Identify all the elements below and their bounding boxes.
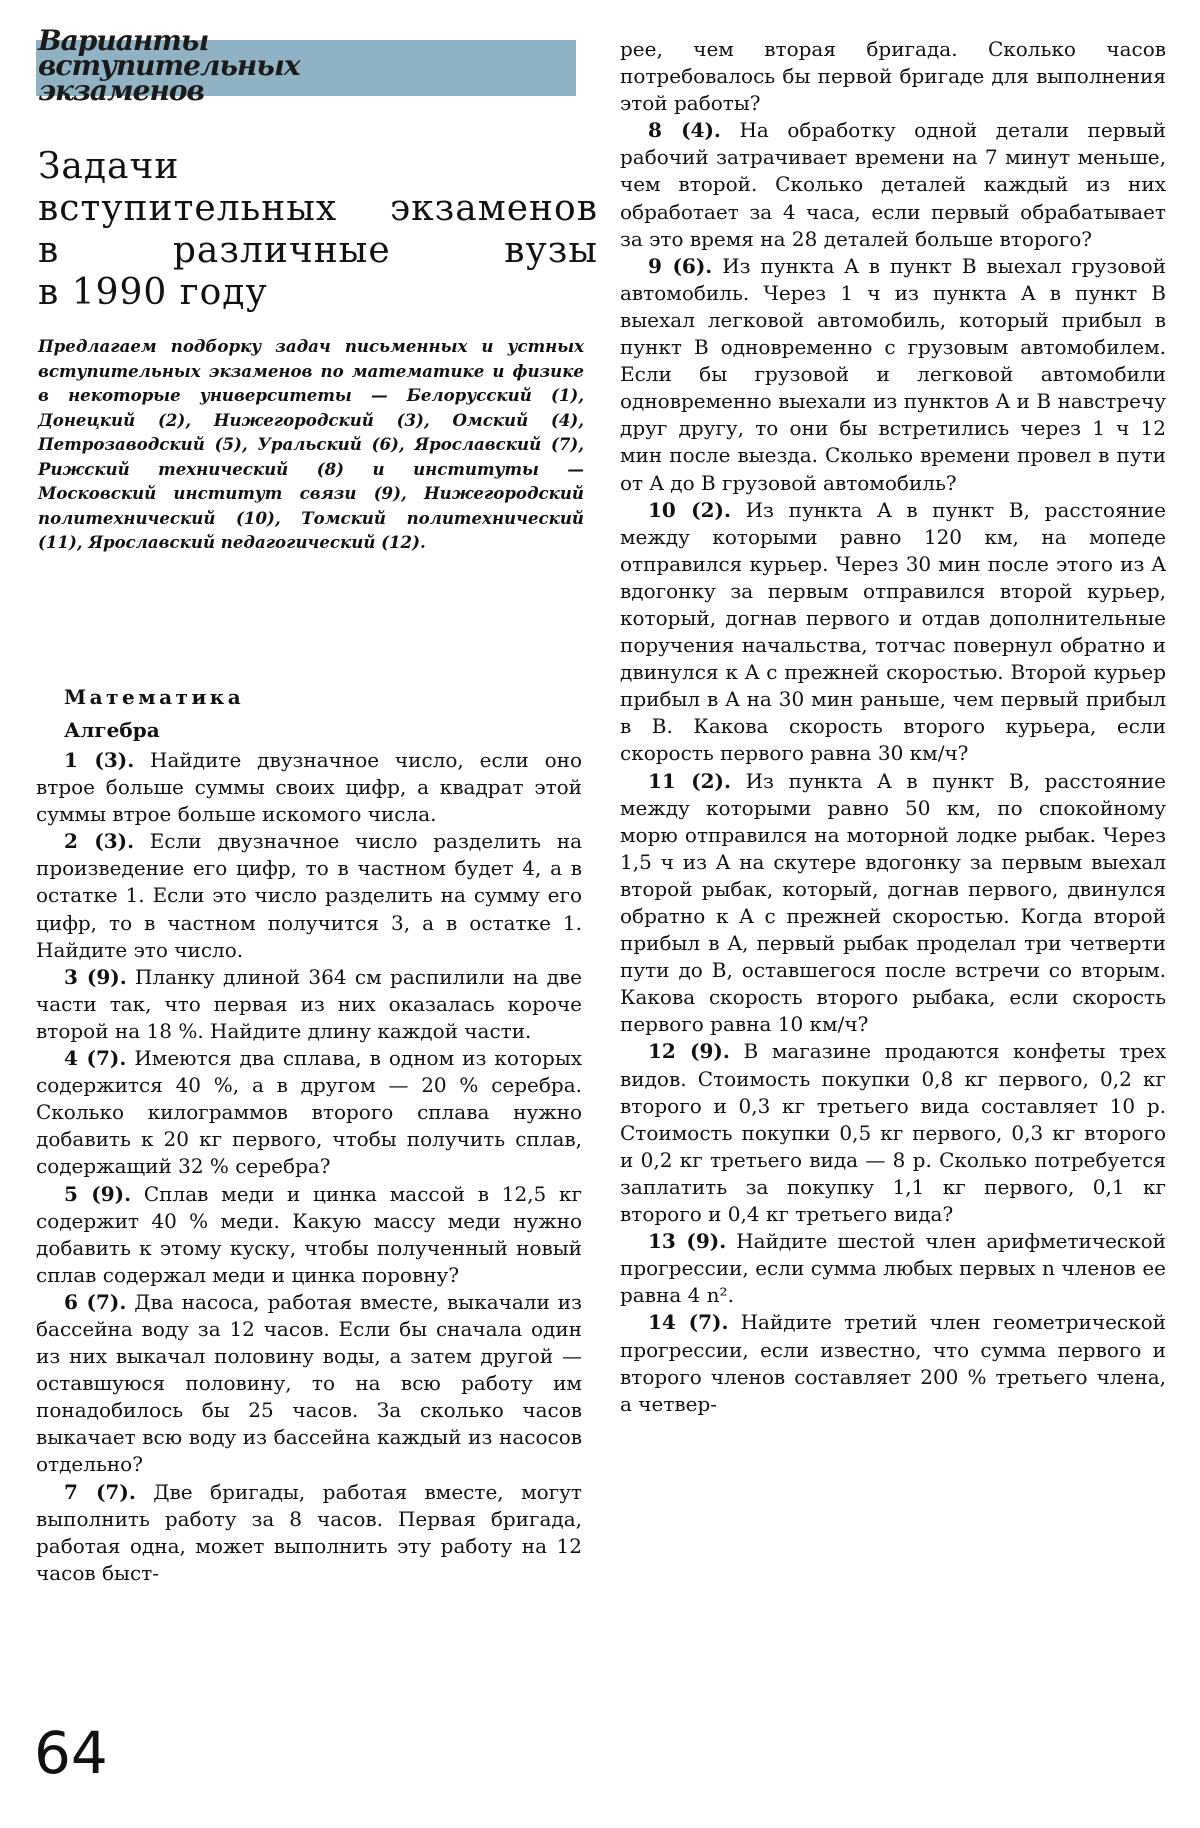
title-line: в 1990 году (38, 272, 268, 313)
right-column (620, 36, 1166, 1418)
article-title (38, 146, 598, 314)
problem (620, 253, 1166, 497)
section-title: Математика (64, 685, 245, 709)
problem-number: 4 (7). (64, 1046, 127, 1071)
problem (36, 1181, 582, 1289)
problem-number: 12 (9). (648, 1039, 730, 1064)
problem-number: 7 (7). (64, 1479, 136, 1504)
problem-number: 11 (2). (648, 768, 731, 793)
problem (36, 964, 582, 1045)
problem (620, 497, 1166, 768)
problem-text: Из пункта A в пункт B, расстояние между которыми равно 50 км, по спокойному морю отправился на моторной лодке рыбак. Через 1,5 ч из A на скутере вдогонку за первым выехал второй рыбак, который, догнав первого, двинулся обратно к A с прежней скоростью. Когда второй прибыл в A, первый рыбак проделал три четверти пути до B, оставшегося после встречи со вторым. Какова скорость второго рыбака, если скорость первого равна 10 км/ч? (620, 768, 1166, 1037)
problem-text: Планку длиной 364 см распилили на две части так, что первая из них оказалась короче второй на 18 %. Найдите длину каждой части. (36, 964, 583, 1043)
problem (36, 1479, 582, 1587)
intro-paragraph: Предлагаем подборку задач письменных и устных вступительных экзаменов по математике и физике в некоторые университеты — Белорусский (1), Донецкий (2), Нижегородский (3), Омский (4), Петрозаводский (5), Уральский (6), Ярославский (7), Рижский технический (8) и институты — Московский институт связи (9), Нижегородский политехнический (10), Томский политехнический (11), Ярославский педагогический (12). (38, 336, 584, 552)
problem (36, 1045, 582, 1180)
problem-text: рее, чем вторая бригада. Сколько часов потребовалось бы первой бригаде для выполнения этой работы? (620, 37, 1166, 116)
title-line: вступительных экзаменов (38, 188, 598, 229)
problem (620, 1309, 1166, 1417)
problem-continuation (620, 36, 1166, 117)
problem (36, 828, 582, 963)
problem (620, 117, 1166, 252)
problem-number: 13 (9). (648, 1229, 727, 1254)
problem-text: На обработку одной детали первый рабочий затрачивает времени на 7 минут меньше, чем второй. Сколько деталей каждый из них обработает за 4 часа, если первый обрабатывает за это время на 28 деталей больше второго? (620, 118, 1166, 251)
problem-number: 14 (7). (648, 1310, 729, 1335)
problem (620, 768, 1166, 1039)
problem-text: Две бригады, работая вместе, могут выполнить работу за 8 часов. Первая бригада, работая одна, может выполнить эту работу на 12 часов быст- (36, 1479, 582, 1585)
problem-text: Найдите двузначное число, если оно втрое больше суммы своих цифр, а квадрат этой суммы втрое больше искомого числа. (36, 748, 582, 827)
left-column (36, 684, 582, 1587)
problem-number: 9 (6). (648, 253, 713, 278)
problem-text: Два насоса, работая вместе, выкачали из бассейна воду за 12 часов. Если бы сначала один из них выкачал половину воды, а затем другой — оставшуюся половину, то на всю работу им понадобилось бы 25 часов. За сколько часов выкачает всю воду из бассейна каждый из насосов отдельно? (36, 1289, 583, 1477)
problem-number: 2 (3). (64, 829, 135, 854)
problem-number: 10 (2). (648, 497, 731, 522)
problem-text: Найдите шестой член арифметической прогрессии, если сумма любых первых n членов ее равна 4 n². (620, 1229, 1166, 1308)
problem-text: Имеются два сплава, в одном из которых содержится 40 %, а в другом — 20 % серебра. Сколько килограммов второго сплава нужно добавить к 20 кг первого, чтобы получить сплав, содержащий 32 % серебра? (36, 1046, 583, 1179)
problem-text: Если двузначное число разделить на произведение его цифр, то в частном будет 4, а в остатке 1. Если это число разделить на сумму его цифр, то в частном получится 3, а в остатке 1. Найдите это число. (36, 829, 583, 962)
problem (620, 1038, 1166, 1228)
problem-number: 3 (9). (64, 964, 127, 989)
problem-text: Сплав меди и цинка массой в 12,5 кг содержит 40 % меди. Какую массу меди нужно добавить к этому куску, чтобы полученный новый сплав содержал меди и цинка поровну? (36, 1181, 583, 1287)
title-line: в различные вузы (38, 230, 598, 271)
problem-number: 8 (4). (648, 118, 721, 143)
problem-text: Из пункта A в пункт B выехал грузовой автомобиль. Через 1 ч из пункта A в пункт B выехал легковой автомобиль, который прибыл в пункт B одновременно с грузовым автомобилем. Если бы грузовой и легковой автомобили одновременно выехали из пунктов A и B навстречу друг другу, то они бы встретились через 1 ч 12 мин после выезда. Сколько времени провел в пути от A до B грузовой автомобиль? (620, 253, 1167, 495)
problem-number: 1 (3). (64, 748, 135, 772)
page-number: 64 (34, 1719, 108, 1787)
section-label: Варианты вступительных экзаменов (38, 24, 300, 107)
problem (36, 747, 582, 828)
title-line: Задачи (38, 146, 180, 187)
problem (620, 1228, 1166, 1309)
problem (36, 1289, 582, 1479)
problem-number: 5 (9). (64, 1181, 132, 1206)
subsection-title: Алгебра (64, 718, 160, 742)
problem-text: В магазине продаются конфеты трех видов. Стоимость покупки 0,8 кг первого, 0,2 кг второго и 0,3 кг третьего вида составляет 10 р. Стоимость покупки 0,5 кг первого, 0,3 кг второго и 0,2 кг третьего вида — 8 р. Сколько потребуется заплатить за покупку 1,1 кг первого, 0,1 кг второго и 0,4 кг третьего вида? (620, 1039, 1166, 1227)
problem-text: Из пункта A в пункт B, расстояние между которыми равно 120 км, на мопеде отправился курьер. Через 30 мин после этого из A вдогонку за первым отправился второй курьер, который, догнав первого и отдав дополнительные поручения начальства, тотчас повернул обратно и двинулся к A с прежней скоростью. Второй курьер прибыл в A на 30 мин раньше, чем первый прибыл в B. Какова скорость второго курьера, если скорость первого равна 30 км/ч? (620, 497, 1166, 766)
problem-number: 6 (7). (64, 1289, 127, 1314)
problem-text: Найдите третий член геометрической прогрессии, если известно, что сумма первого и второго членов составляет 200 % третьего члена, а четвер- (620, 1310, 1166, 1416)
